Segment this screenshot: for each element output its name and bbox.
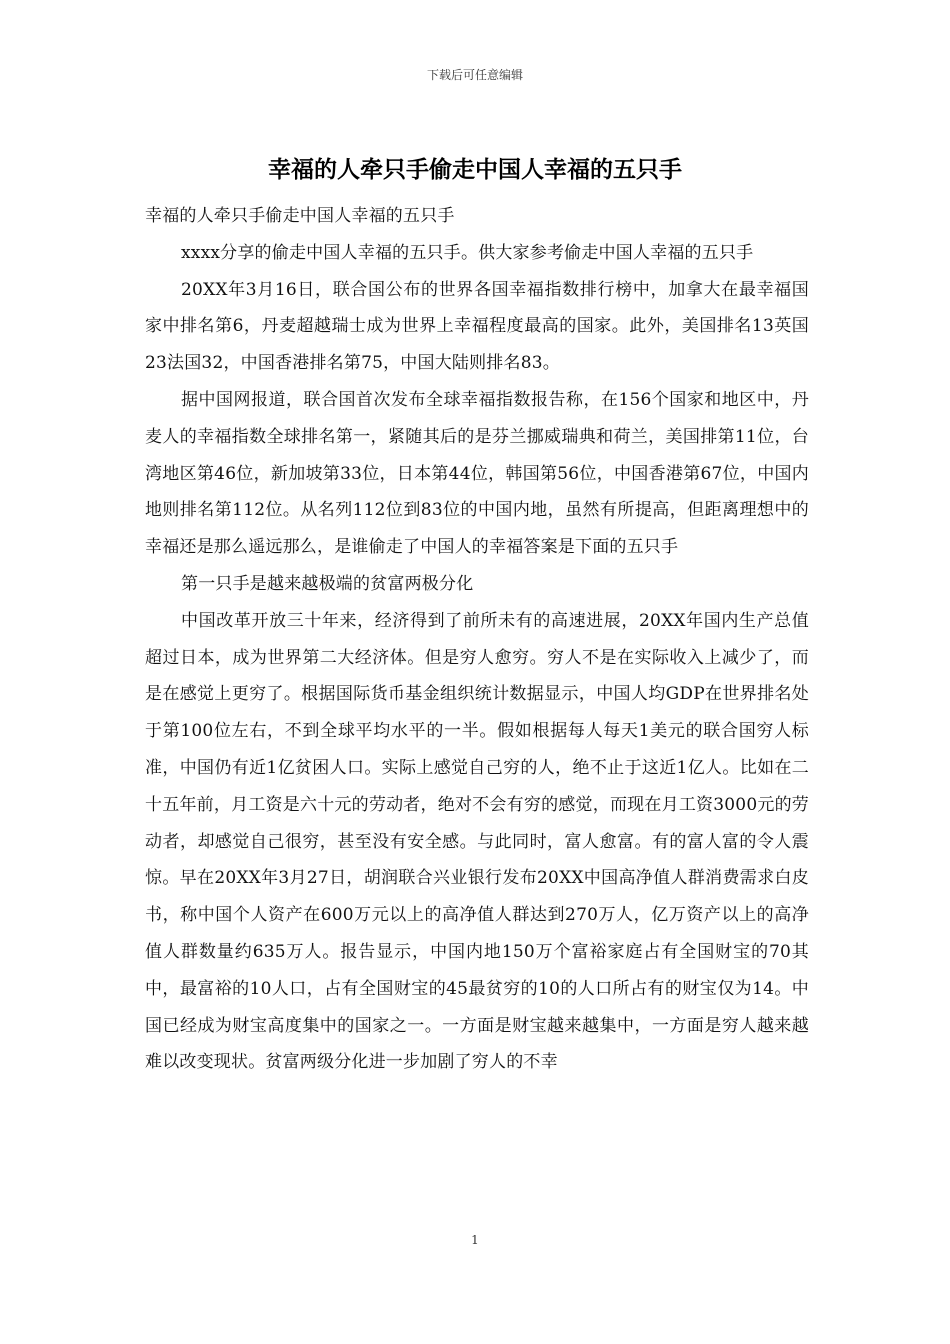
body-paragraph: 20XX年3月16日，联合国公布的世界各国幸福指数排行榜中，加拿大在最幸福国家中排名第6，丹麦超越瑞士成为世界上幸福程度最高的国家。此外，美国排名13英国23法国32，中国香港排名第75，中国大陆则排名83。 xyxy=(145,279,809,374)
document-title: 幸福的人牵只手偷走中国人幸福的五只手 xyxy=(268,156,682,183)
body-paragraph: 中国改革开放三十年来，经济得到了前所未有的高速进展，20XX年国内生产总值超过日本，成为世界第二大经济体。但是穷人愈穷。穷人不是在实际收入上减少了，而是在感觉上更穷了。根据国际货币基金组织统计数据显示，中国人均GDP在世界排名处于第100位左右，不到全球平均水平的一半。假如根据每人每天1美元的联合国穷人标准，中国仍有近1亿贫困人口。实际上感觉自己穷的人，绝不止于这近1亿人。比如在二十五年前，月工资是六十元的劳动者，绝对不会有穷的感觉，而现在月工资3000元的劳动者，却感觉自己很穷，甚至没有安全感。与此同时，富人愈富。有的富人富的令人震惊。早在20XX年3月27日，胡润联合兴业银行发布20XX中国高净值人群消费需求白皮书，称中国个人资产在600万元以上的高净值人群达到270万人，亿万资产以上的高净值人群数量约635万人。报告显示，中国内地150万个富裕家庭占有全国财宝的70其中，最富裕的10人口，占有全国财宝的45最贫穷的10的人口所占有的财宝仅为14。中国已经成为财宝高度集中的国家之一。一方面是财宝越来越集中，一方面是穷人越来越难以改变现状。贫富两级分化进一步加剧了穷人的不幸 xyxy=(145,610,809,1073)
subtitle-paragraph: 幸福的人牵只手偷走中国人幸福的五只手 xyxy=(145,206,455,226)
section-heading: 第一只手是越来越极端的贫富两极分化 xyxy=(181,573,474,594)
page-number: 1 xyxy=(471,1233,479,1247)
document-body xyxy=(145,198,809,1081)
body-paragraph: 据中国网报道，联合国首次发布全球幸福指数报告称，在156个国家和地区中，丹麦人的幸福指数全球排名第一，紧随其后的是芬兰挪威瑞典和荷兰，美国排第11位，台湾地区第46位，新加坡第33位，日本第44位，韩国第56位，中国香港第67位，中国内地则排名第112位。从名列112位到83位的中国内地，虽然有所提高，但距离理想中的幸福还是那么遥远那么，是谁偷走了中国人的幸福答案是下面的五只手 xyxy=(145,389,809,558)
intro-paragraph: xxxx分享的偷走中国人幸福的五只手。供大家参考偷走中国人幸福的五只手 xyxy=(181,242,754,263)
header-note: 下载后可任意编辑 xyxy=(426,68,523,82)
